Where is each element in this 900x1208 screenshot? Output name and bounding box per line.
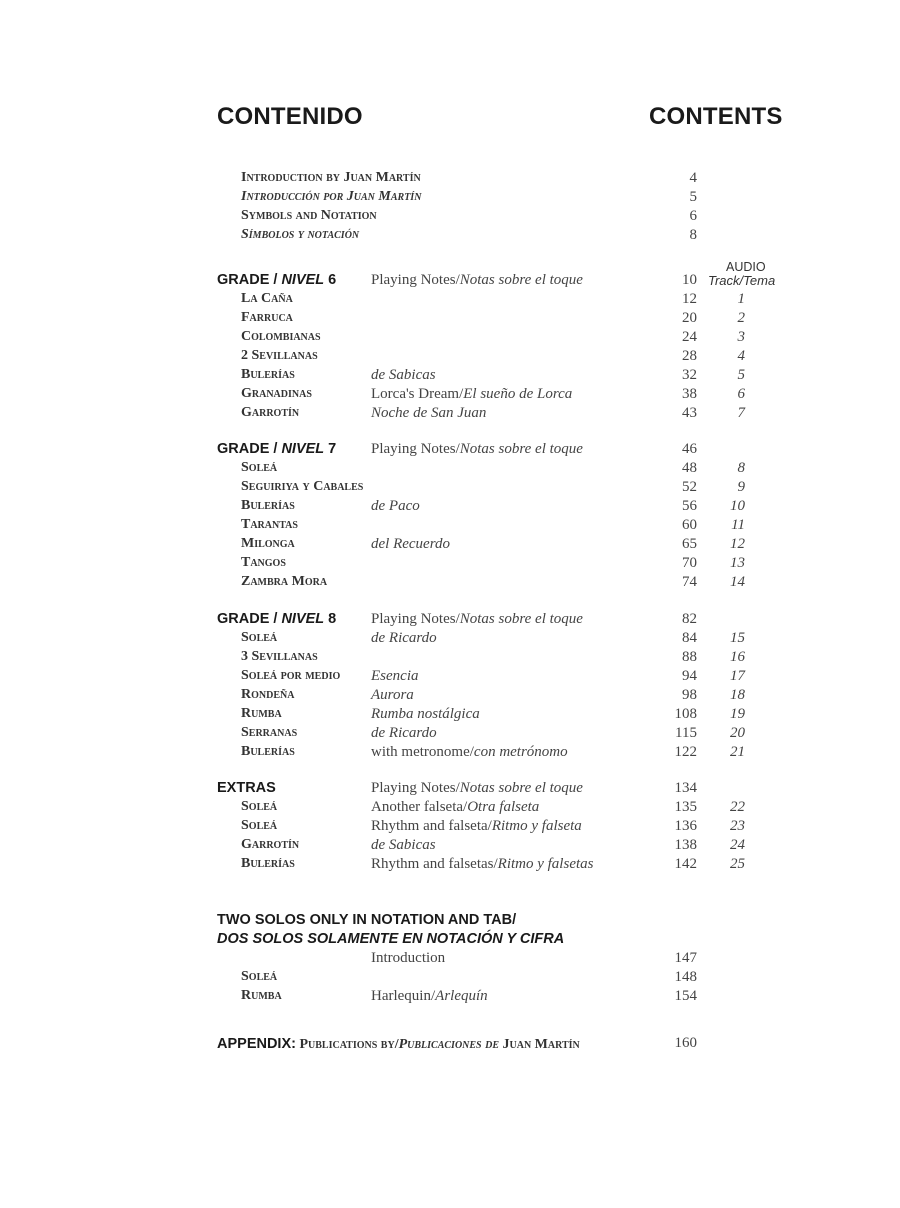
- toc-entry-desc: [371, 818, 582, 835]
- playing-notes-desc: [371, 780, 583, 797]
- audio-track-number: 21: [730, 744, 745, 760]
- toc-entry-title: Garrotín: [241, 405, 300, 420]
- page-number: 115: [675, 725, 697, 741]
- desc-plain: Playing Notes/: [371, 611, 460, 627]
- page-number: 43: [682, 405, 697, 421]
- intro-entry-title: Introducción por Juan Martín: [241, 189, 422, 204]
- desc-italic: Arlequín: [435, 988, 488, 1004]
- toc-entry-desc: Esencia: [371, 668, 419, 684]
- solo-entry-desc: [371, 988, 488, 1005]
- toc-entry-title: Garrotín: [241, 837, 300, 852]
- toc-entry-title: La Caña: [241, 291, 293, 306]
- audio-track-number: 22: [730, 799, 745, 815]
- audio-track-number: 7: [737, 405, 745, 421]
- audio-track-number: 8: [737, 460, 745, 476]
- section-heading: [217, 272, 336, 288]
- appendix-label: APPENDIX:: [217, 1036, 296, 1052]
- page-number: 32: [682, 367, 697, 383]
- audio-track-number: 12: [730, 536, 745, 552]
- page-number: 82: [682, 611, 697, 627]
- toc-entry-title: Soleá: [241, 630, 278, 645]
- page-number: 154: [674, 988, 697, 1004]
- intro-entry-title: Symbols and Notation: [241, 208, 377, 223]
- intro-entry-title: Introduction by Juan Martín: [241, 170, 421, 185]
- toc-entry-title: Tarantas: [241, 517, 298, 532]
- toc-entry-title: Soleá: [241, 460, 278, 475]
- grade-label: GRADE /: [217, 272, 282, 288]
- page-number: 138: [674, 837, 697, 853]
- audio-track-number: 4: [737, 348, 745, 364]
- page-number: 4: [689, 170, 697, 186]
- playing-notes-desc: [371, 441, 583, 458]
- audio-track-number: 16: [730, 649, 745, 665]
- page-number: 98: [682, 687, 697, 703]
- page-number: 6: [689, 208, 697, 224]
- audio-track-number: 19: [730, 706, 745, 722]
- page-number: 136: [674, 818, 697, 834]
- page-number: 134: [674, 780, 697, 796]
- desc-plain: Lorca's Dream/: [371, 386, 464, 402]
- toc-entry-desc: [371, 744, 568, 761]
- page-number: 5: [689, 189, 697, 205]
- desc-plain: with metronome/: [371, 744, 474, 760]
- audio-track-number: 13: [730, 555, 745, 571]
- grade-label: GRADE /: [217, 611, 282, 627]
- toc-entry-desc: [371, 386, 572, 403]
- toc-entry-title: Bulerías: [241, 498, 295, 513]
- solo-entry-title: Soleá: [241, 969, 278, 984]
- grade-number: 6: [324, 272, 337, 288]
- header-contenido: CONTENIDO: [217, 103, 363, 130]
- audio-track-number: 10: [730, 498, 745, 514]
- appendix-author: Juan Martín: [499, 1037, 580, 1052]
- audio-track-number: 25: [730, 856, 745, 872]
- toc-entry-title: Bulerías: [241, 744, 295, 759]
- page-number: 52: [682, 479, 697, 495]
- desc-italic: El sueño de Lorca: [463, 386, 573, 402]
- audio-track-number: 11: [731, 517, 745, 533]
- toc-entry-title: Colombianas: [241, 329, 321, 344]
- toc-entry-title: Milonga: [241, 536, 295, 551]
- page-number: 38: [682, 386, 697, 402]
- page-number: 70: [682, 555, 697, 571]
- toc-entry-title: Zambra Mora: [241, 574, 328, 589]
- toc-entry-title: Serranas: [241, 725, 298, 740]
- header-contents: CONTENTS: [649, 103, 783, 130]
- solos-heading-es: DOS SOLOS SOLAMENTE EN NOTACIÓN Y CIFRA: [217, 931, 565, 947]
- toc-entry-desc: Aurora: [371, 687, 414, 703]
- toc-entry-title: Soleá: [241, 818, 278, 833]
- desc-italic: Notas sobre el toque: [459, 441, 583, 457]
- page-number: 20: [682, 310, 697, 326]
- desc-plain: Playing Notes/: [371, 441, 460, 457]
- page-number: 135: [674, 799, 697, 815]
- toc-entry-title: Farruca: [241, 310, 293, 325]
- grade-label: EXTRAS: [217, 780, 276, 796]
- intro-entry-title: Símbolos y notación: [241, 227, 360, 242]
- page-number: 74: [682, 574, 697, 590]
- desc-italic: Otra falseta: [467, 799, 540, 815]
- toc-entry-title: Soleá por medio: [241, 668, 341, 683]
- toc-entry-desc: de Ricardo: [371, 725, 437, 741]
- audio-track-number: 9: [737, 479, 745, 495]
- toc-entry-desc: de Sabicas: [371, 837, 436, 853]
- toc-entry-title: 3 Sevillanas: [241, 649, 318, 664]
- page-number: 24: [682, 329, 697, 345]
- audio-track-number: 18: [730, 687, 745, 703]
- grade-label: GRADE /: [217, 441, 282, 457]
- page-number: 148: [674, 969, 697, 985]
- desc-italic: Notas sobre el toque: [459, 780, 583, 796]
- page-number: 122: [674, 744, 697, 760]
- desc-italic: Notas sobre el toque: [459, 272, 583, 288]
- toc-entry-title: Soleá: [241, 799, 278, 814]
- toc-entry-title: Seguiriya y Cabales: [241, 479, 364, 494]
- audio-header-title: AUDIO: [726, 260, 766, 274]
- section-heading: [217, 441, 336, 457]
- desc-italic: Ritmo y falsetas: [497, 856, 594, 872]
- page-number: 65: [682, 536, 697, 552]
- solos-heading-en: TWO SOLOS ONLY IN NOTATION AND TAB/: [217, 912, 517, 928]
- solo-entry-title: Rumba: [241, 988, 282, 1003]
- audio-track-number: 24: [730, 837, 745, 853]
- page-number: 46: [682, 441, 697, 457]
- toc-entry-desc: del Recuerdo: [371, 536, 450, 552]
- toc-entry-desc: Noche de San Juan: [371, 405, 487, 421]
- page-number: 147: [674, 950, 697, 966]
- audio-track-number: 14: [730, 574, 745, 590]
- page-number: 88: [682, 649, 697, 665]
- toc-entry-title: Granadinas: [241, 386, 312, 401]
- section-heading: [217, 611, 336, 627]
- nivel-label: NIVEL: [281, 272, 325, 288]
- page-number: 12: [682, 291, 697, 307]
- page-number: 108: [674, 706, 697, 722]
- toc-entry-desc: de Paco: [371, 498, 420, 514]
- appendix-line: [217, 1035, 580, 1053]
- page-number: 160: [674, 1035, 697, 1051]
- toc-entry-desc: [371, 799, 539, 816]
- toc-entry-title: Rumba: [241, 706, 282, 721]
- toc-entry-title: Tangos: [241, 555, 286, 570]
- audio-track-number: 3: [737, 329, 745, 345]
- desc-italic: Notas sobre el toque: [459, 611, 583, 627]
- toc-entry-title: Bulerías: [241, 856, 295, 871]
- toc-entry-desc: de Sabicas: [371, 367, 436, 383]
- toc-entry-title: Bulerías: [241, 367, 295, 382]
- nivel-label: NIVEL: [281, 611, 325, 627]
- page-number: 84: [682, 630, 697, 646]
- grade-number: 8: [324, 611, 337, 627]
- desc-italic: con metrónomo: [473, 744, 568, 760]
- playing-notes-desc: [371, 611, 583, 628]
- toc-entry-desc: [371, 856, 593, 873]
- page-number: 94: [682, 668, 697, 684]
- audio-header-subtitle: Track/Tema: [708, 273, 776, 288]
- audio-track-number: 15: [730, 630, 745, 646]
- desc-plain: Harlequin/: [371, 988, 436, 1004]
- page-number: 48: [682, 460, 697, 476]
- desc-plain: Another falseta/: [371, 799, 468, 815]
- toc-entry-desc: de Ricardo: [371, 630, 437, 646]
- desc-plain: Playing Notes/: [371, 272, 460, 288]
- grade-number: 7: [324, 441, 337, 457]
- toc-entry-title: 2 Sevillanas: [241, 348, 318, 363]
- toc-entry-title: Rondeña: [241, 687, 295, 702]
- solo-entry-desc: [371, 950, 445, 967]
- page-number: 28: [682, 348, 697, 364]
- audio-track-number: 5: [737, 367, 745, 383]
- page-number: 10: [682, 272, 697, 288]
- playing-notes-desc: [371, 272, 583, 289]
- desc-plain: Rhythm and falsetas/: [371, 856, 498, 872]
- audio-track-number: 6: [737, 386, 745, 402]
- appendix-text-italic: Publicaciones de: [398, 1037, 500, 1052]
- toc-entry-desc: Rumba nostálgica: [371, 706, 480, 722]
- page-number: 142: [674, 856, 697, 872]
- page-number: 56: [682, 498, 697, 514]
- section-heading: [217, 780, 276, 796]
- page-number: 60: [682, 517, 697, 533]
- audio-track-number: 20: [730, 725, 745, 741]
- desc-italic: Ritmo y falseta: [491, 818, 582, 834]
- desc-plain: Playing Notes/: [371, 780, 460, 796]
- desc-plain: Rhythm and falseta/: [371, 818, 492, 834]
- audio-track-number: 2: [737, 310, 745, 326]
- desc-plain: Introduction: [371, 950, 446, 966]
- audio-track-number: 23: [730, 818, 745, 834]
- audio-track-number: 1: [737, 291, 745, 307]
- audio-track-number: 17: [730, 668, 745, 684]
- nivel-label: NIVEL: [281, 441, 325, 457]
- page-number: 8: [689, 227, 697, 243]
- appendix-text: Publications by/: [295, 1037, 399, 1052]
